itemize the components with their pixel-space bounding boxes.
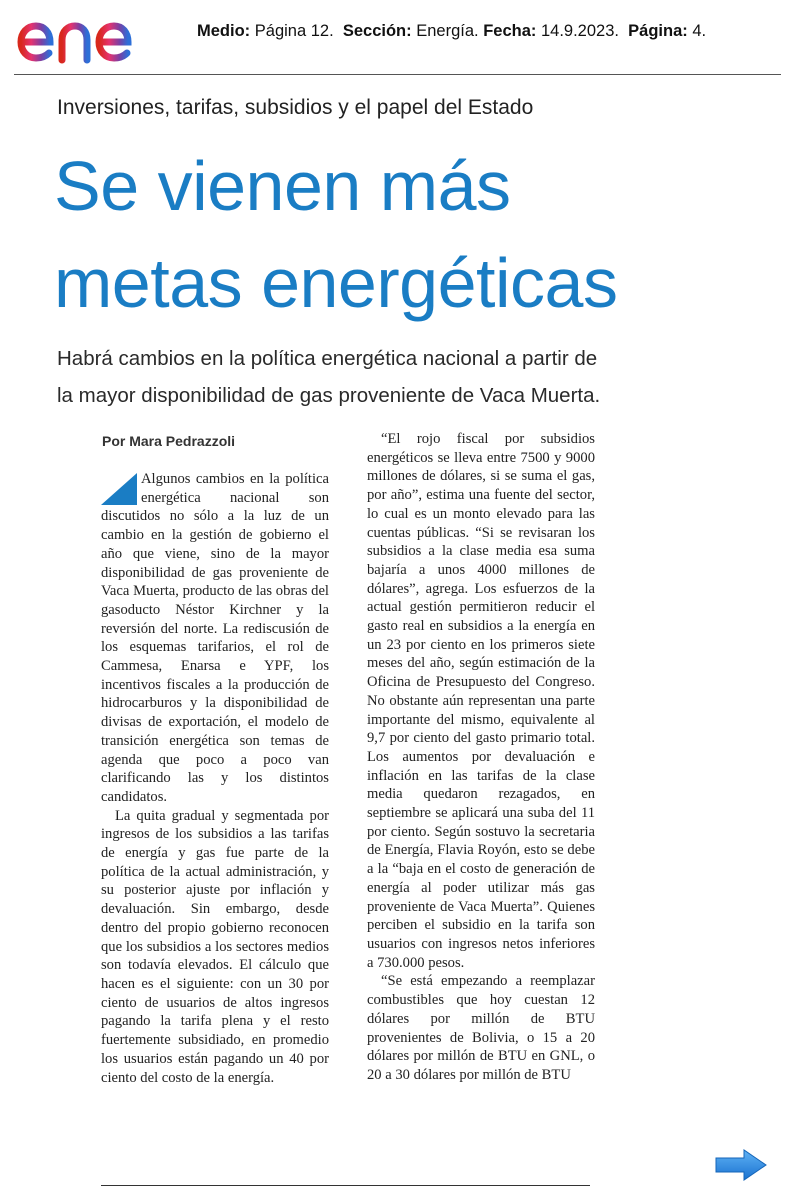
next-page-arrow-icon[interactable]	[714, 1148, 768, 1182]
medio-value: Página 12.	[254, 22, 334, 40]
headline	[54, 138, 774, 332]
paragraph-text: Algunos cambios en la política energética nacional son discutidos no sólo a la luz de un cambio en la gestión de gobierno el año que viene, sino de la mayor disponibilidad de gas proveniente de Vaca Muerta, producto de las obras del gasoducto Néstor Kirchner y la reversión del norte. La rediscusión de los esquemas tarifarios, el rol de Cammesa, Enarsa e YPF, los incentivos fiscales a la producción de hidrocarburos y la disponibilidad de divisas de exportación, el modelo de transición energética son temas de agenda que poco a poco van clarificando las y los distintos candidatos.	[101, 471, 329, 805]
footer-divider	[101, 1185, 590, 1186]
article-paragraph: “Se está empezando a reemplazar combustibles que hoy cuestan 12 dólares por millón de BTU provenientes de Bolivia, o 15 a 20 dólares por millón de BTU en GNL, o 20 a 30 dólares por millón de BTU	[367, 973, 595, 1083]
article-paragraph: La quita gradual y segmentada por ingresos de los subsidios a las tarifas de energía y gas fue parte de la política de la actual administración, y su posterior ajuste por inflación y devaluación. Sin embargo, desde dentro del propio gobierno reconocen que los subsidios a los sectores medios son todavía elevados. El cálculo que hacen es el siguiente: con un 30 por ciento de usuarios de altos ingresos pagando la tarifa plena y el resto fuertemente subsidiado, en promedio los usuarios están pagando un 40 por ciento del costo de la energía.	[101, 807, 329, 1086]
subhead-line-1: Habrá cambios en la política energética nacional a partir de	[57, 347, 598, 370]
triangle-dropcap-icon	[101, 473, 137, 505]
pagina-label: Página:	[628, 22, 688, 40]
seccion-value: Energía.	[416, 22, 479, 40]
article-column-2	[367, 430, 595, 1085]
headline-line-2: metas energéticas	[54, 244, 618, 322]
document-meta	[197, 22, 706, 41]
subhead-line-2: la mayor disponibilidad de gas proveniente de Vaca Muerta.	[57, 384, 601, 407]
header-divider	[14, 74, 781, 75]
seccion-label: Sección:	[342, 22, 412, 40]
medio-label: Medio:	[197, 22, 251, 40]
article-paragraph	[101, 470, 329, 807]
kicker: Inversiones, tarifas, subsidios y el papel del Estado	[57, 96, 534, 119]
fecha-value: 14.9.2023.	[540, 22, 619, 40]
pagina-value: 4.	[692, 22, 707, 40]
enel-logo	[14, 4, 182, 66]
article-column-1	[101, 470, 329, 1087]
headline-line-1: Se vienen más	[54, 147, 511, 225]
byline: Por Mara Pedrazzoli	[102, 433, 236, 449]
article-paragraph: “El rojo fiscal por subsidios energéticos se lleva entre 7500 y 9000 millones de dólares, si se suma el gas, por año”, estima una fuente del sector, lo cual es un monto elevado para las cuentas públicas. “Si se revisaran los subsidios a la clase media esa suma bajaría a unos 4000 millones de dólares”, agrega. Los esfuerzos de la actual gestión permitieron reducir el gasto real en subsidios a la energía en un 23 por ciento en los primeros siete meses del año, según estimación de la Oficina de Presupuesto del Congreso. No obstante aún representan una parte importante del mismo, equivalente al 9,7 por ciento del gasto primario total. Los aumentos por devaluación e inflación en las tarifas de la clase media quedaron rezagados, en septiembre se aplicará una suba del 11 por ciento. Según sostuvo la secretaria de Energía, Flavia Royón, esto se debe a la “baja en el costo de generación de energía al poder utilizar más gas proveniente de Vaca Muerta”. Quienes perciben el subsidio en la tarifa son usuarios con ingresos netos inferiores a 730.000 pesos.	[367, 431, 595, 971]
fecha-label: Fecha:	[483, 22, 537, 40]
subheadline	[57, 340, 757, 414]
